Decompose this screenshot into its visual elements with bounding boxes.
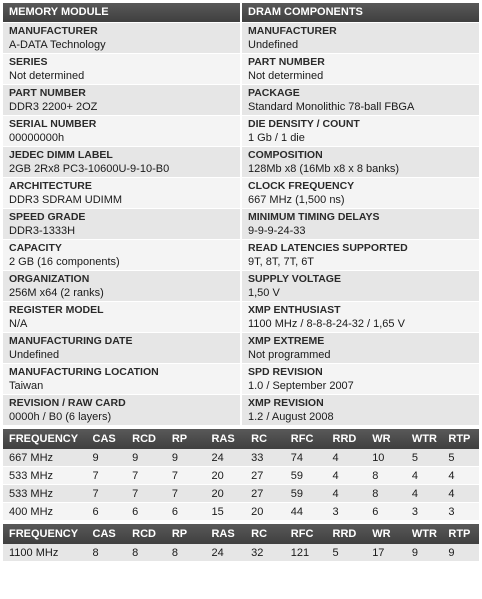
spec-value: 667 MHz (1,500 ns)	[248, 194, 345, 206]
column-header: CAS	[87, 429, 127, 449]
table-cell: 533 MHz	[3, 485, 87, 503]
table-row	[3, 449, 479, 467]
table-cell: 7	[166, 467, 206, 485]
spec-row	[3, 85, 240, 116]
table-cell: 20	[205, 485, 245, 503]
table-row	[3, 485, 479, 503]
spec-value: 2 GB (16 components)	[9, 256, 120, 268]
spec-label: REVISION / RAW CARD	[9, 397, 126, 409]
spec-value: DDR3 2200+ 2OZ	[9, 101, 98, 113]
table-cell: 4	[406, 467, 443, 485]
spec-row	[242, 85, 479, 116]
spec-row	[242, 364, 479, 395]
table-cell: 8	[166, 544, 206, 562]
spec-row	[3, 54, 240, 85]
spec-label: SPD REVISION	[248, 366, 323, 378]
spec-row	[3, 178, 240, 209]
table-cell: 27	[245, 485, 285, 503]
spec-label: XMP REVISION	[248, 397, 324, 409]
spec-row	[3, 364, 240, 395]
column-header: WTR	[406, 524, 443, 544]
table-cell: 10	[366, 449, 406, 467]
spec-label: CLOCK FREQUENCY	[248, 180, 355, 192]
table-cell: 4	[406, 485, 443, 503]
spec-label: MANUFACTURER	[9, 25, 98, 37]
spec-label: SERIES	[9, 56, 48, 68]
table-cell: 5	[327, 544, 367, 562]
column-header: RCD	[126, 524, 166, 544]
spec-label: CAPACITY	[9, 242, 62, 254]
table-cell: 33	[245, 449, 285, 467]
spec-row	[242, 271, 479, 302]
spec-label: MANUFACTURING LOCATION	[9, 366, 159, 378]
table-cell: 15	[205, 503, 245, 521]
column-header: RC	[245, 429, 285, 449]
column-header: RP	[166, 429, 206, 449]
memory-module-column	[3, 3, 240, 426]
table-cell: 59	[285, 467, 327, 485]
table-cell: 74	[285, 449, 327, 467]
table-cell: 3	[327, 503, 367, 521]
table-cell: 4	[327, 485, 367, 503]
timing-table	[3, 429, 479, 521]
spec-value: 256M x64 (2 ranks)	[9, 287, 104, 299]
table-cell: 27	[245, 467, 285, 485]
spec-value: Not determined	[248, 70, 324, 82]
spec-label: ARCHITECTURE	[9, 180, 92, 192]
table-cell: 6	[366, 503, 406, 521]
spec-value: N/A	[9, 318, 28, 330]
spec-row	[242, 395, 479, 426]
column-header: CAS	[87, 524, 127, 544]
table-row	[3, 544, 479, 562]
memory-module-header: MEMORY MODULE	[3, 3, 240, 23]
table-cell: 7	[166, 485, 206, 503]
spec-value: DDR3 SDRAM UDIMM	[9, 194, 123, 206]
table-cell: 20	[205, 467, 245, 485]
spec-value: 1 Gb / 1 die	[248, 132, 305, 144]
table-row	[3, 467, 479, 485]
spec-label: SUPPLY VOLTAGE	[248, 273, 341, 285]
spec-row	[3, 116, 240, 147]
table-cell: 5	[406, 449, 443, 467]
spec-row	[3, 333, 240, 364]
spec-label: REGISTER MODEL	[9, 304, 104, 316]
timing-header-row	[3, 429, 479, 449]
column-header: WR	[366, 429, 406, 449]
table-cell: 8	[366, 467, 406, 485]
spec-row	[3, 147, 240, 178]
table-row	[3, 503, 479, 521]
spec-label: SPEED GRADE	[9, 211, 86, 223]
spec-row	[3, 395, 240, 426]
spec-value: 1100 MHz / 8-8-8-24-32 / 1,65 V	[248, 318, 405, 330]
table-cell: 8	[126, 544, 166, 562]
table-cell: 8	[366, 485, 406, 503]
table-cell: 4	[327, 449, 367, 467]
spec-row	[242, 302, 479, 333]
table-cell: 44	[285, 503, 327, 521]
spec-row	[3, 209, 240, 240]
spec-label: ORGANIZATION	[9, 273, 90, 285]
spec-value: 9T, 8T, 7T, 6T	[248, 256, 315, 268]
dram-components-header: DRAM COMPONENTS	[242, 3, 479, 23]
table-cell: 9	[126, 449, 166, 467]
spec-row	[3, 23, 240, 54]
column-header: RFC	[285, 524, 327, 544]
spec-value: 128Mb x8 (16Mb x8 x 8 banks)	[248, 163, 400, 175]
spec-value: Not determined	[9, 70, 85, 82]
spec-row	[3, 240, 240, 271]
table-cell: 24	[205, 449, 245, 467]
spec-label: SERIAL NUMBER	[9, 118, 97, 130]
spec-value: Taiwan	[9, 380, 44, 392]
column-header: RFC	[285, 429, 327, 449]
xmp-header-row	[3, 524, 479, 544]
spec-value: 0000h / B0 (6 layers)	[9, 411, 112, 423]
spec-label: MINIMUM TIMING DELAYS	[248, 211, 380, 223]
spec-value: 9-9-9-24-33	[248, 225, 306, 237]
table-cell: 1100 MHz	[3, 544, 87, 562]
spec-label: XMP ENTHUSIAST	[248, 304, 341, 316]
spec-row	[242, 178, 479, 209]
spec-row	[242, 54, 479, 85]
column-header: RP	[166, 524, 206, 544]
spec-label: READ LATENCIES SUPPORTED	[248, 242, 408, 254]
spec-value: Standard Monolithic 78-ball FBGA	[248, 101, 415, 113]
column-header: WR	[366, 524, 406, 544]
spec-columns	[3, 3, 479, 426]
spec-label: JEDEC DIMM LABEL	[9, 149, 113, 161]
spec-value: 2GB 2Rx8 PC3-10600U-9-10-B0	[9, 163, 170, 175]
spec-row	[242, 209, 479, 240]
column-header: RAS	[205, 524, 245, 544]
spec-value: Undefined	[248, 39, 299, 51]
table-cell: 6	[126, 503, 166, 521]
spec-label: PACKAGE	[248, 87, 300, 99]
spd-info-panel	[3, 3, 479, 562]
column-header: FREQUENCY	[3, 429, 87, 449]
column-header: WTR	[406, 429, 443, 449]
table-cell: 5	[442, 449, 479, 467]
spec-value: DDR3-1333H	[9, 225, 76, 237]
spec-row	[242, 23, 479, 54]
spec-label: PART NUMBER	[9, 87, 86, 99]
table-cell: 3	[442, 503, 479, 521]
spec-value: 1.2 / August 2008	[248, 411, 334, 423]
spec-label: MANUFACTURING DATE	[9, 335, 133, 347]
column-header: RC	[245, 524, 285, 544]
table-cell: 8	[87, 544, 127, 562]
spec-label: DIE DENSITY / COUNT	[248, 118, 360, 130]
table-cell: 121	[285, 544, 327, 562]
table-cell: 59	[285, 485, 327, 503]
spec-value: Undefined	[9, 349, 60, 361]
table-cell: 4	[442, 467, 479, 485]
table-cell: 20	[245, 503, 285, 521]
table-cell: 6	[166, 503, 206, 521]
table-cell: 4	[442, 485, 479, 503]
spec-value: 1.0 / September 2007	[248, 380, 354, 392]
column-header: RTP	[442, 429, 479, 449]
column-header: RRD	[327, 429, 367, 449]
column-header: FREQUENCY	[3, 524, 87, 544]
table-cell: 4	[327, 467, 367, 485]
table-cell: 533 MHz	[3, 467, 87, 485]
spec-value: Not programmed	[248, 349, 331, 361]
column-header: RAS	[205, 429, 245, 449]
spec-row	[242, 333, 479, 364]
column-header: RCD	[126, 429, 166, 449]
table-cell: 24	[205, 544, 245, 562]
table-cell: 3	[406, 503, 443, 521]
spec-value: 1,50 V	[248, 287, 280, 299]
table-cell: 32	[245, 544, 285, 562]
spec-value: 00000000h	[9, 132, 65, 144]
xmp-timing-table	[3, 524, 479, 562]
table-cell: 7	[87, 485, 127, 503]
spec-row	[242, 240, 479, 271]
table-cell: 6	[87, 503, 127, 521]
column-header: RRD	[327, 524, 367, 544]
table-cell: 9	[166, 449, 206, 467]
spec-label: XMP EXTREME	[248, 335, 325, 347]
table-cell: 400 MHz	[3, 503, 87, 521]
spec-row	[3, 302, 240, 333]
spec-row	[242, 116, 479, 147]
spec-label: MANUFACTURER	[248, 25, 337, 37]
spec-value: A-DATA Technology	[9, 39, 106, 51]
table-cell: 7	[126, 467, 166, 485]
column-header: RTP	[442, 524, 479, 544]
table-cell: 9	[442, 544, 479, 562]
table-cell: 9	[87, 449, 127, 467]
spec-row	[3, 271, 240, 302]
table-cell: 7	[126, 485, 166, 503]
spec-row	[242, 147, 479, 178]
table-cell: 9	[406, 544, 443, 562]
spec-label: PART NUMBER	[248, 56, 325, 68]
dram-components-column	[242, 3, 479, 426]
table-cell: 17	[366, 544, 406, 562]
spec-label: COMPOSITION	[248, 149, 323, 161]
table-cell: 7	[87, 467, 127, 485]
table-cell: 667 MHz	[3, 449, 87, 467]
